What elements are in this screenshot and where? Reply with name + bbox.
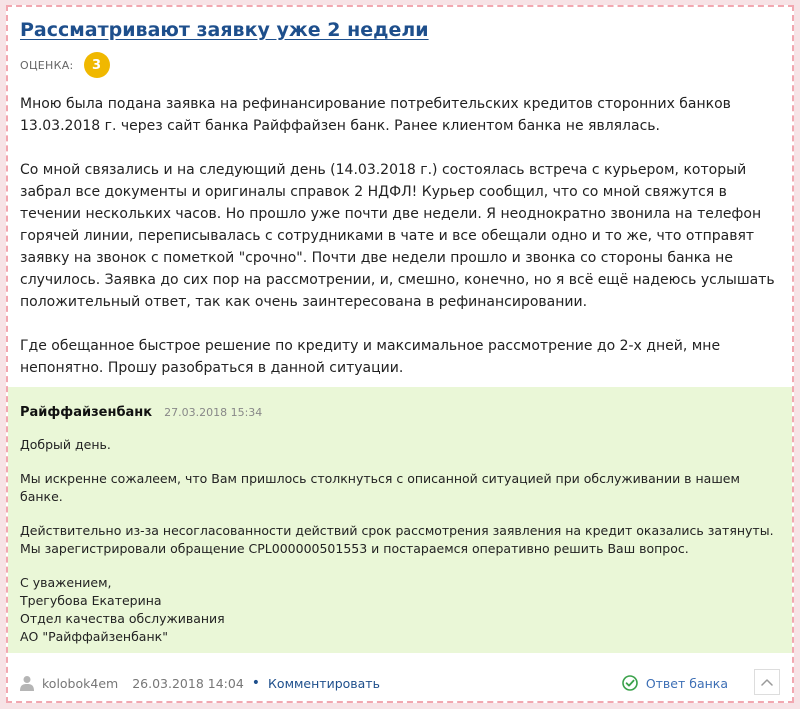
- bank-reply: [8, 387, 792, 653]
- reply-text: [20, 436, 780, 646]
- rating: [20, 52, 110, 78]
- reply-paragraph: Мы искренне сожалеем, что Вам пришлось столкнуться с описанной ситуацией при обслуживании в нашем банке.: [20, 471, 740, 504]
- review-card: [6, 5, 794, 703]
- bank-answer-label: Ответ банка: [645, 675, 728, 691]
- review-paragraph: Где обещанное быстрое решение по кредиту и максимальное рассмотрение до 2-х дней, мне непонятно. Прошу разобраться в данной ситуации.: [20, 338, 721, 376]
- review-title[interactable]: Рассматривают заявку уже 2 недели: [20, 19, 429, 41]
- review-paragraph: Мною была подана заявка на рефинансирование потребительских кредитов сторонних банков 13.03.2018 г. через сайт банка Райффайзен банк. Ранее клиентом банка не являлась.: [20, 96, 731, 134]
- reply-paragraph: Действительно из-за несогласованности действий срок рассмотрения заявления на кредит оказались затянуты. Мы зарегистрировали обращение CPL000000501553 и постараемся оперативно решить Ваш вопрос.: [20, 523, 774, 556]
- reply-signature-line: Отдел качества обслуживания: [20, 611, 225, 626]
- review-paragraph: Со мной связались и на следующий день (14.03.2018 г.) состоялась встреча с курьером, который забрал все документы и оригиналы справок 2 НДФЛ! Курьер сообщил, что со мной свяжутся в течении нескольких часов. Но прошло уже почти две недели. Я неоднократно звонила на телефон горячей линии, переписывалась с сотрудниками в чате и все обещали одно и то же, что отправят заявку на звонок с пометкой "срочно". Почти две недели прошло и звонка со стороны банка не случилось. Заявка до сих пор на рассмотрении, и, смешно, конечно, но я всё ещё надеюсь услышать положительный ответ, так как очень заинтересована в рефинансировании.: [20, 162, 775, 310]
- separator-dot: •: [251, 675, 261, 691]
- rating-badge: 3: [84, 52, 110, 78]
- reply-author: Райффайзенбанк: [20, 405, 153, 420]
- review-date: 26.03.2018 14:04: [132, 675, 244, 691]
- user-icon: [20, 675, 34, 691]
- reply-signature-line: АО "Райффайзенбанк": [20, 629, 168, 644]
- reply-signature-line: С уважением,: [20, 575, 112, 590]
- reply-date: 27.03.2018 15:34: [164, 406, 263, 419]
- author-username[interactable]: kolobok4em: [42, 675, 119, 691]
- review-body: [20, 93, 780, 401]
- rating-label: ОЦЕНКА:: [20, 58, 74, 72]
- reply-header: [20, 405, 780, 420]
- comment-link[interactable]: Комментировать: [268, 675, 380, 691]
- reply-signature-line: Трегубова Екатерина: [20, 593, 162, 608]
- check-circle-icon: [622, 675, 638, 691]
- reply-greeting: Добрый день.: [20, 437, 111, 452]
- bank-answer-link[interactable]: [622, 671, 728, 695]
- review-footer: [20, 671, 780, 695]
- scroll-up-button[interactable]: [754, 669, 780, 695]
- chevron-up-icon: [761, 678, 773, 686]
